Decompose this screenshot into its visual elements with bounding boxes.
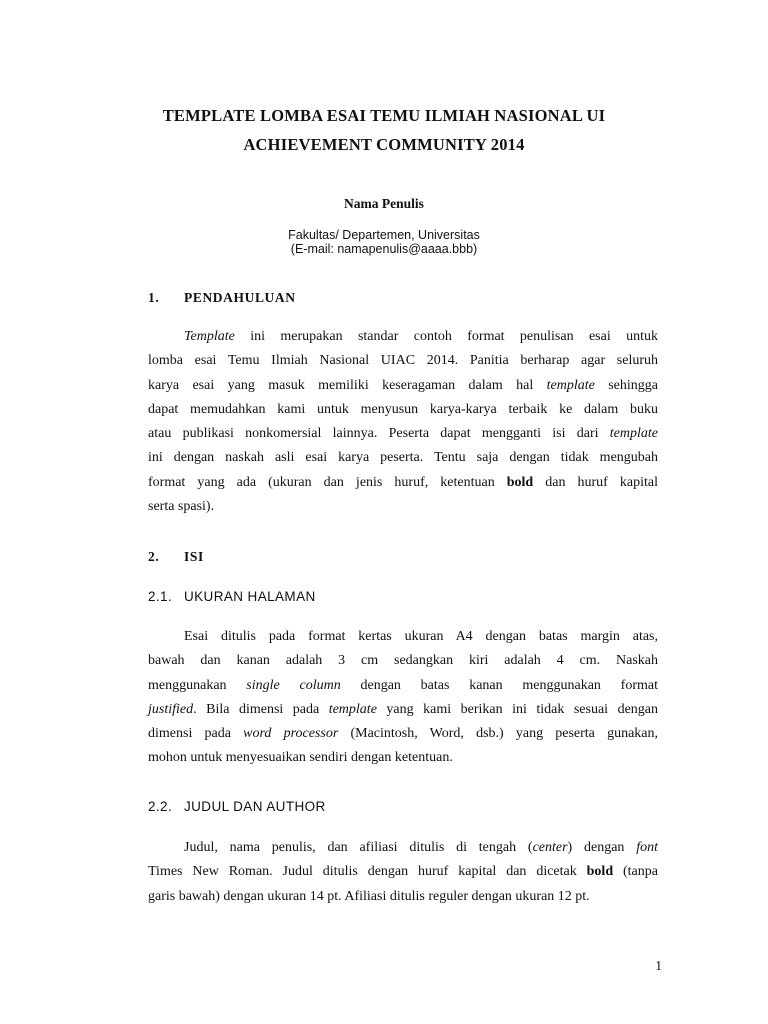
emphasis-text: template [609, 426, 658, 442]
section-title: PENDAHULUAN [184, 290, 296, 305]
line-text: Judul, nama penulis, dan afiliasi ditulis di tengah ( [184, 840, 533, 855]
paragraph-line [148, 860, 658, 884]
paragraph-line: ini dengan naskah asli esai karya peserta. Tentu saja dengan tidak mengubah [148, 450, 658, 466]
line-text: menggunakan [148, 677, 247, 693]
paragraph-line: dapat memudahkan kami untuk menyusun karya-karya terbaik ke dalam buku [148, 401, 658, 417]
bold-text: bold [586, 864, 614, 880]
document-title-line-1: TEMPLATE LOMBA ESAI TEMU ILMIAH NASIONAL UI [162, 106, 606, 125]
paragraph-line [148, 698, 658, 722]
emphasis-text: single column [246, 677, 341, 693]
line-text: dengan batas kanan menggunakan format [340, 677, 658, 693]
paragraph-line [148, 325, 658, 349]
section-heading-pendahuluan [148, 290, 296, 306]
paragraph-line: mohon untuk menyesuaikan sendiri dengan ketentuan. [148, 750, 453, 766]
line-text: dan huruf kapital [533, 474, 658, 490]
section-number: 2. [148, 549, 160, 564]
paragraph-line: bawah dan kanan adalah 3 cm sedangkan kiri adalah 4 cm. Naskah [148, 653, 658, 669]
subsection-heading-judul-dan-author [148, 799, 326, 814]
subsection-title: UKURAN HALAMAN [184, 589, 316, 604]
paragraph-ukuran-halaman [148, 625, 658, 771]
line-text: yang kami berikan ini tidak sesuai dengan [376, 701, 658, 717]
paragraph-judul-dan-author [148, 836, 658, 909]
emphasis-text: font [636, 840, 658, 855]
line-text: dimensi pada [148, 726, 244, 742]
bold-text: bold [506, 474, 534, 490]
page-number: 1 [655, 958, 662, 973]
subsection-title: JUDUL DAN AUTHOR [184, 799, 326, 814]
emphasis-text: center [532, 840, 568, 855]
paragraph-line [148, 471, 658, 495]
affiliation-text: Fakultas/ Departemen, Universitas [288, 228, 480, 242]
emphasis-text: justified [148, 701, 194, 717]
document-title-line-2: ACHIEVEMENT COMMUNITY 2014 [243, 135, 525, 154]
section-heading-isi [148, 549, 204, 565]
line-text: ) dengan [567, 840, 637, 855]
line-text: (Macintosh, Word, dsb.) yang peserta gunakan, [338, 726, 659, 742]
paragraph-line: garis bawah) dengan ukuran 14 pt. Afiliasi ditulis reguler dengan ukuran 12 pt. [148, 888, 590, 904]
emphasis-text: template [546, 377, 595, 393]
paragraph-line [148, 374, 658, 398]
emphasis-text: word processor [243, 726, 339, 742]
paragraph-line [148, 722, 658, 746]
line-text: atau publikasi nonkomersial lainnya. Peserta dapat mengganti isi dari [148, 426, 610, 442]
line-text: sehingga [594, 377, 658, 393]
paragraph-line [148, 836, 658, 860]
paragraph-line: serta spasi). [148, 499, 215, 515]
emphasis-text: template [328, 701, 377, 717]
subsection-number: 2.1. [148, 589, 173, 604]
author-email: (E-mail: namapenulis@aaaa.bbb) [290, 242, 478, 256]
line-text: . Bila dimensi pada [193, 701, 329, 717]
paragraph-pendahuluan [148, 325, 658, 519]
subsection-number: 2.2. [148, 799, 173, 814]
paragraph-line [148, 674, 658, 698]
author-name: Nama Penulis [344, 196, 424, 211]
line-text: Times New Roman. Judul ditulis dengan huruf kapital dan dicetak [148, 864, 587, 880]
paragraph-line [148, 422, 658, 446]
paragraph-line: Esai ditulis pada format kertas ukuran A4 dengan batas margin atas, [184, 629, 658, 644]
section-number: 1. [148, 290, 160, 305]
line-text: ini merupakan standar contoh format penulisan esai untuk [250, 329, 659, 344]
paragraph-line: lomba esai Temu Ilmiah Nasional UIAC 2014. Panitia berharap agar seluruh [148, 353, 658, 369]
author-affiliation [120, 228, 648, 256]
subsection-heading-ukuran-halaman [148, 589, 316, 604]
line-text: format yang ada (ukuran dan jenis huruf, ketentuan [148, 474, 507, 490]
line-text: karya esai yang masuk memiliki keseragaman dalam hal [148, 377, 547, 393]
section-title: ISI [184, 549, 204, 564]
emphasis-text: Template [184, 329, 235, 344]
line-text: (tanpa [613, 864, 658, 880]
